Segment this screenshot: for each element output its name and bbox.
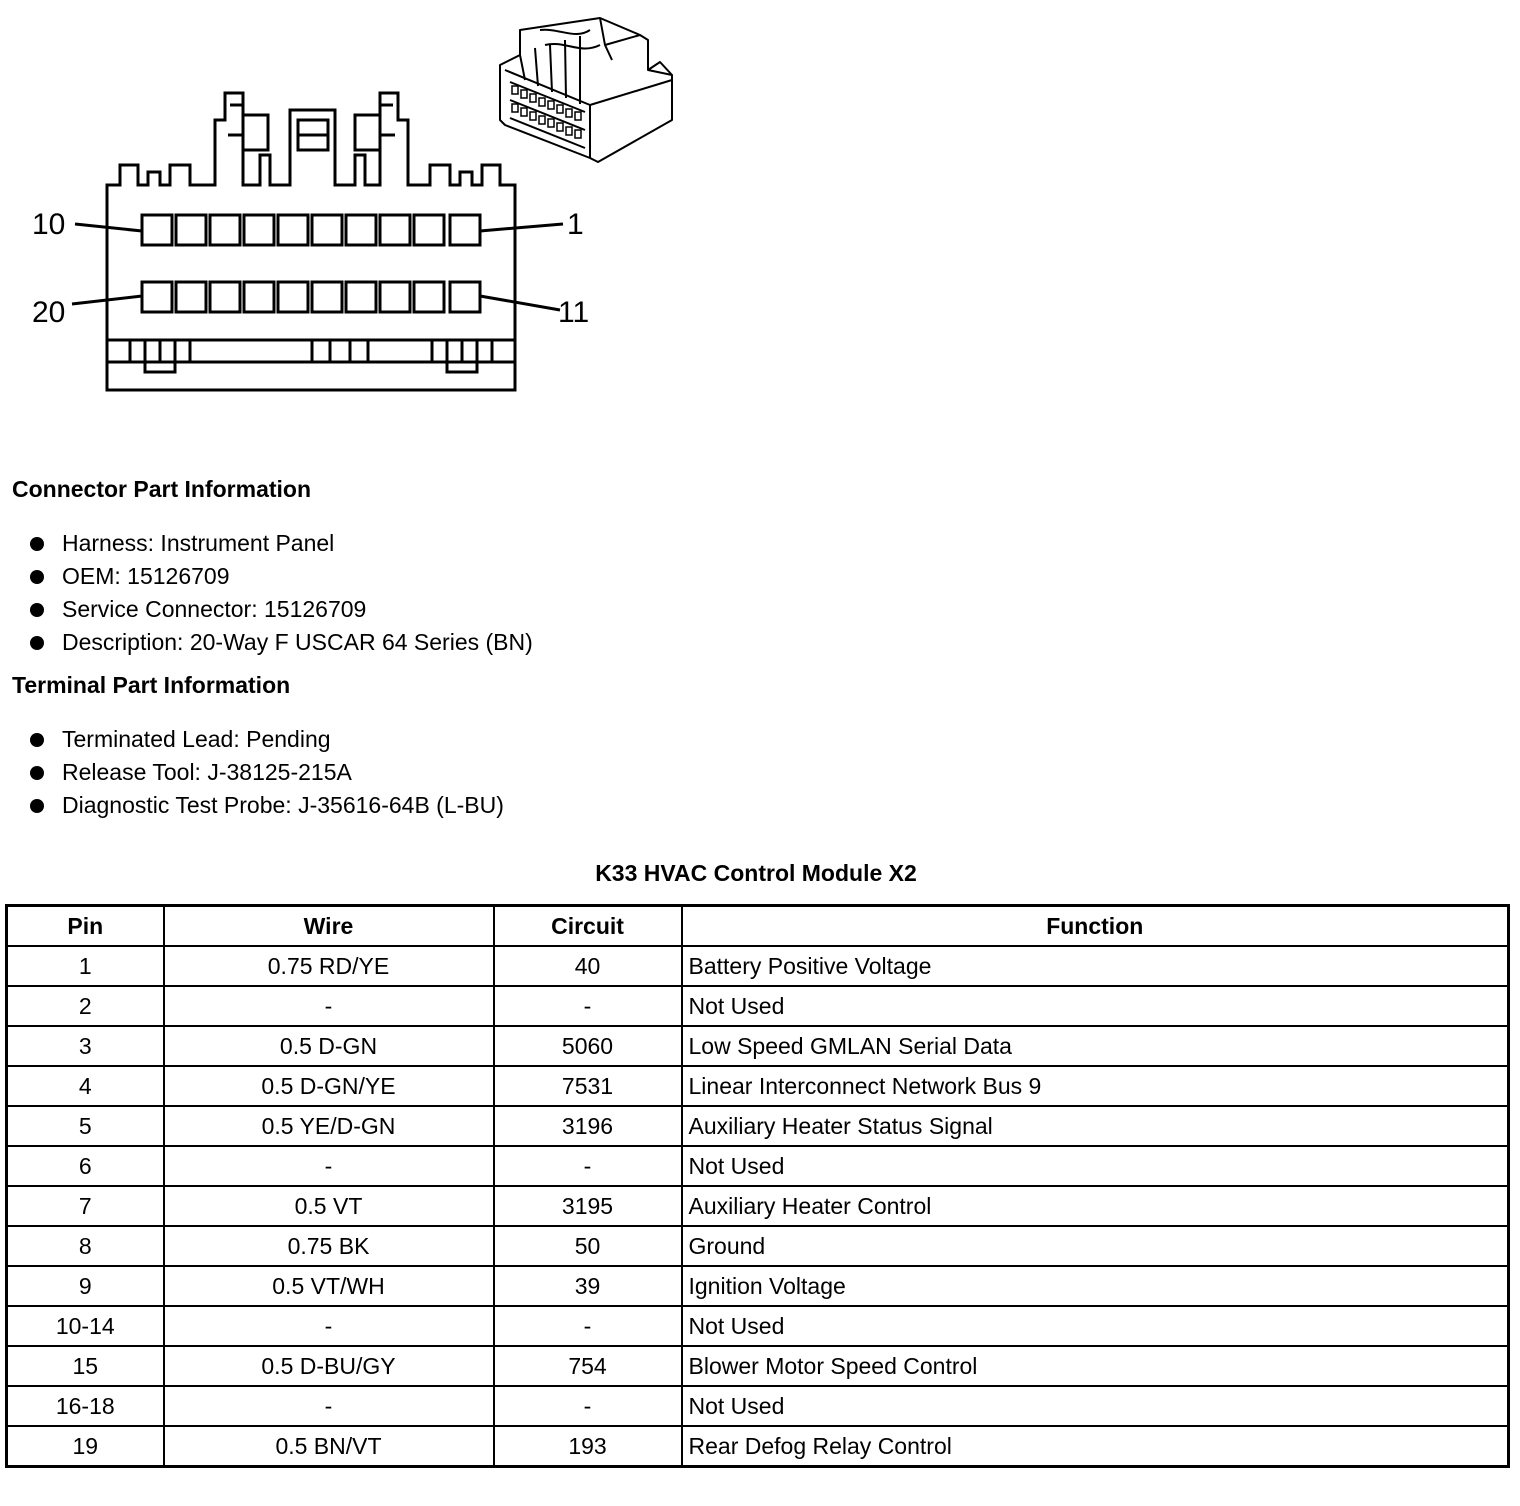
pin-label-bottom-right: 11 [558, 296, 590, 329]
list-item: Release Tool: J-38125-215A [0, 756, 504, 789]
list-item: OEM: 15126709 [0, 560, 533, 593]
table-row [7, 1386, 1509, 1426]
cell-circuit: 50 [494, 1226, 682, 1266]
bullet-icon [30, 733, 44, 747]
cell-circuit: - [494, 1386, 682, 1426]
table-row [7, 1426, 1509, 1467]
cell-function: Auxiliary Heater Status Signal [682, 1106, 1509, 1146]
cell-pin: 19 [7, 1426, 164, 1467]
cell-function: Ignition Voltage [682, 1266, 1509, 1306]
cell-wire: - [164, 1146, 494, 1186]
table-row [7, 946, 1509, 986]
cell-circuit: 7531 [494, 1066, 682, 1106]
connector-info-heading: Connector Part Information [12, 476, 312, 502]
cell-pin: 2 [7, 986, 164, 1026]
cell-wire: 0.5 VT [164, 1186, 494, 1226]
cell-function: Not Used [682, 986, 1509, 1026]
bullet-icon [30, 537, 44, 551]
bullet-icon [30, 570, 44, 584]
cell-pin: 4 [7, 1066, 164, 1106]
cell-wire: 0.5 D-GN/YE [164, 1066, 494, 1106]
cell-wire: 0.5 D-BU/GY [164, 1346, 494, 1386]
cell-wire: 0.75 BK [164, 1226, 494, 1266]
table-row [7, 1266, 1509, 1306]
list-item: Service Connector: 15126709 [0, 593, 533, 626]
cell-pin: 1 [7, 946, 164, 986]
table-row [7, 1066, 1509, 1106]
table-row [7, 1186, 1509, 1226]
cell-function: Low Speed GMLAN Serial Data [682, 1026, 1509, 1066]
cell-wire: 0.5 D-GN [164, 1026, 494, 1066]
column-header-pin: Pin [7, 906, 164, 947]
cell-wire: 0.5 BN/VT [164, 1426, 494, 1467]
cell-circuit: 3195 [494, 1186, 682, 1226]
cell-circuit: - [494, 986, 682, 1026]
pin-label-top-right: 1 [567, 208, 584, 241]
cell-function: Not Used [682, 1386, 1509, 1426]
cell-function: Linear Interconnect Network Bus 9 [682, 1066, 1509, 1106]
list-item: Diagnostic Test Probe: J-35616-64B (L-BU) [0, 789, 504, 822]
bullet-icon [30, 799, 44, 813]
terminal-info-heading: Terminal Part Information [12, 672, 291, 698]
cell-circuit: 193 [494, 1426, 682, 1467]
cell-wire: 0.5 YE/D-GN [164, 1106, 494, 1146]
list-item: Harness: Instrument Panel [0, 527, 533, 560]
cell-wire: 0.5 VT/WH [164, 1266, 494, 1306]
cell-pin: 3 [7, 1026, 164, 1066]
cell-wire: - [164, 1306, 494, 1346]
list-item: Description: 20-Way F USCAR 64 Series (BN) [0, 626, 533, 659]
cell-wire: 0.75 RD/YE [164, 946, 494, 986]
cell-function: Ground [682, 1226, 1509, 1266]
cell-circuit: - [494, 1146, 682, 1186]
column-header-function: Function [682, 906, 1509, 947]
cell-function: Not Used [682, 1146, 1509, 1186]
cell-pin: 16-18 [7, 1386, 164, 1426]
bullet-icon [30, 636, 44, 650]
cell-pin: 8 [7, 1226, 164, 1266]
cell-pin: 9 [7, 1266, 164, 1306]
cell-function: Rear Defog Relay Control [682, 1426, 1509, 1467]
cell-circuit: 39 [494, 1266, 682, 1306]
pin-label-top-left: 10 [32, 208, 66, 241]
table-title: K33 HVAC Control Module X2 [595, 860, 917, 886]
pin-cavity-row-top [142, 215, 480, 245]
cell-wire: - [164, 1386, 494, 1426]
cell-pin: 5 [7, 1106, 164, 1146]
cell-pin: 6 [7, 1146, 164, 1186]
cell-circuit: 3196 [494, 1106, 682, 1146]
cell-circuit: 40 [494, 946, 682, 986]
bullet-icon [30, 603, 44, 617]
cell-circuit: 5060 [494, 1026, 682, 1066]
cell-pin: 7 [7, 1186, 164, 1226]
cell-function: Blower Motor Speed Control [682, 1346, 1509, 1386]
cell-circuit: 754 [494, 1346, 682, 1386]
table-row [7, 1106, 1509, 1146]
cell-wire: - [164, 986, 494, 1026]
list-item: Terminated Lead: Pending [0, 723, 504, 756]
connector-face-diagram [0, 0, 700, 420]
cell-function: Not Used [682, 1306, 1509, 1346]
cell-function: Auxiliary Heater Control [682, 1186, 1509, 1226]
cell-pin: 10-14 [7, 1306, 164, 1346]
pinout-table [5, 904, 1510, 1468]
table-header-row [7, 906, 1509, 947]
connector-perspective-cavities [512, 86, 581, 138]
table-row [7, 1306, 1509, 1346]
bullet-icon [30, 766, 44, 780]
table-row [7, 986, 1509, 1026]
table-row [7, 1026, 1509, 1066]
table-row [7, 1346, 1509, 1386]
cell-circuit: - [494, 1306, 682, 1346]
connector-info-list [0, 527, 533, 659]
pin-label-bottom-left: 20 [32, 296, 66, 329]
column-header-wire: Wire [164, 906, 494, 947]
terminal-info-list [0, 723, 504, 822]
pin-cavity-row-bottom [142, 282, 480, 312]
cell-function: Battery Positive Voltage [682, 946, 1509, 986]
column-header-circuit: Circuit [494, 906, 682, 947]
cell-pin: 15 [7, 1346, 164, 1386]
table-row [7, 1146, 1509, 1186]
table-row [7, 1226, 1509, 1266]
